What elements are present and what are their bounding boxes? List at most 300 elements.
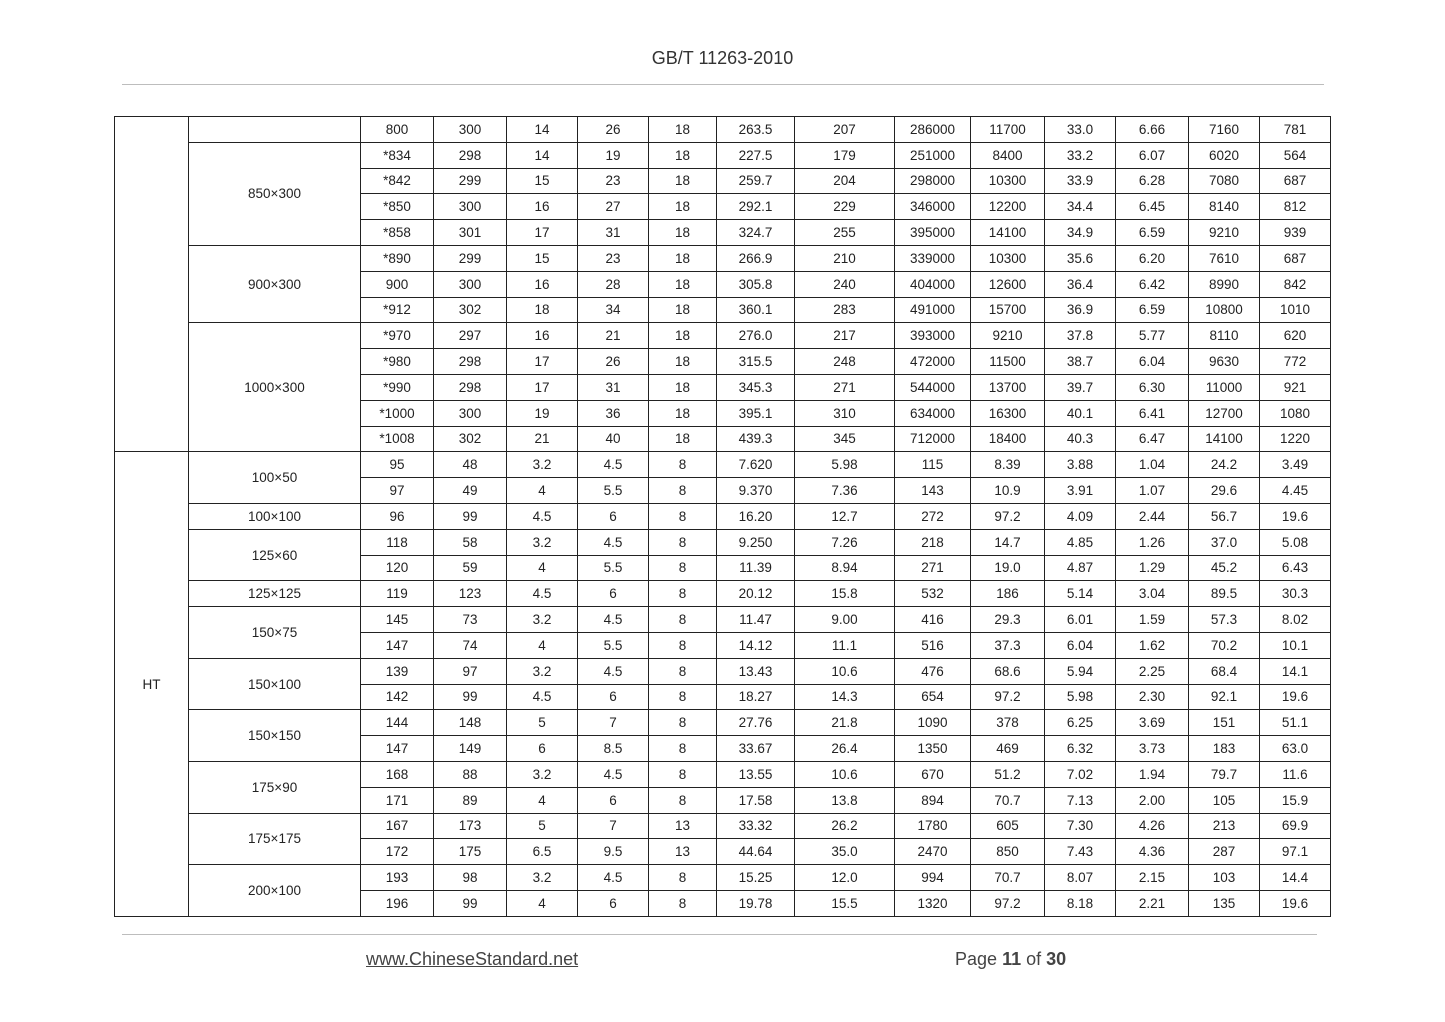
table-cell: 18 <box>649 194 717 220</box>
table-cell: 12.7 <box>795 503 895 529</box>
table-cell: 4.5 <box>578 761 649 787</box>
table-cell: 781 <box>1260 117 1331 143</box>
table-cell: 14 <box>507 117 578 143</box>
table-cell: 8 <box>649 607 717 633</box>
table-cell: 1.94 <box>1116 761 1189 787</box>
table-cell: 564 <box>1260 142 1331 168</box>
table-cell: 37.0 <box>1189 529 1260 555</box>
table-cell: 654 <box>895 684 971 710</box>
table-body <box>115 117 1331 917</box>
table-cell: 8 <box>649 452 717 478</box>
table-cell: 38.7 <box>1045 349 1116 375</box>
table-cell: 18 <box>649 400 717 426</box>
table-cell: 97 <box>434 658 507 684</box>
table-cell: 18 <box>649 168 717 194</box>
table-cell: 19.6 <box>1260 890 1331 916</box>
table-cell: 1.04 <box>1116 452 1189 478</box>
table-cell: 1220 <box>1260 426 1331 452</box>
table-cell: 15.25 <box>717 865 795 891</box>
table-row <box>115 813 1331 839</box>
table-cell: 8400 <box>971 142 1045 168</box>
table-cell: 1.59 <box>1116 607 1189 633</box>
table-cell: 193 <box>361 865 434 891</box>
table-cell: 14100 <box>1189 426 1260 452</box>
table-cell: 68.6 <box>971 658 1045 684</box>
table-cell: 11.47 <box>717 607 795 633</box>
table-cell: 4 <box>507 890 578 916</box>
size-designation-cell: 125×125 <box>189 581 361 607</box>
table-cell: 183 <box>1189 736 1260 762</box>
table-cell: 298000 <box>895 168 971 194</box>
size-designation-cell: 175×90 <box>189 761 361 813</box>
table-cell: *980 <box>361 349 434 375</box>
table-cell: 173 <box>434 813 507 839</box>
table-cell: 179 <box>795 142 895 168</box>
table-cell: 33.32 <box>717 813 795 839</box>
table-cell: 49 <box>434 478 507 504</box>
table-cell: 9.5 <box>578 839 649 865</box>
table-cell: 70.7 <box>971 787 1045 813</box>
table-cell: 339000 <box>895 245 971 271</box>
table-cell: 14100 <box>971 220 1045 246</box>
table-cell: 416 <box>895 607 971 633</box>
table-cell: 842 <box>1260 271 1331 297</box>
table-cell: 19 <box>578 142 649 168</box>
table-cell: 213 <box>1189 813 1260 839</box>
table-cell: 99 <box>434 503 507 529</box>
table-cell: 2470 <box>895 839 971 865</box>
table-cell: 5.5 <box>578 632 649 658</box>
table-cell: 17 <box>507 349 578 375</box>
table-cell: 14.4 <box>1260 865 1331 891</box>
table-cell: 305.8 <box>717 271 795 297</box>
table-cell: 144 <box>361 710 434 736</box>
table-cell: 9.250 <box>717 529 795 555</box>
table-cell: 5.98 <box>1045 684 1116 710</box>
table-cell: 516 <box>895 632 971 658</box>
table-cell: 712000 <box>895 426 971 452</box>
table-cell: 251000 <box>895 142 971 168</box>
table-cell: 13700 <box>971 374 1045 400</box>
table-cell: 4.5 <box>578 658 649 684</box>
table-cell: 69.9 <box>1260 813 1331 839</box>
table-cell: 687 <box>1260 245 1331 271</box>
table-cell: 248 <box>795 349 895 375</box>
table-cell: 7.620 <box>717 452 795 478</box>
table-cell: 12600 <box>971 271 1045 297</box>
table-cell: 6 <box>578 787 649 813</box>
table-cell: 15.5 <box>795 890 895 916</box>
table-cell: 5.98 <box>795 452 895 478</box>
table-cell: 5.08 <box>1260 529 1331 555</box>
table-cell: 18.27 <box>717 684 795 710</box>
table-cell: 6 <box>578 684 649 710</box>
table-cell: 6 <box>578 581 649 607</box>
table-cell: 9630 <box>1189 349 1260 375</box>
table-cell: 2.30 <box>1116 684 1189 710</box>
table-cell: 5 <box>507 813 578 839</box>
table-cell: 3.88 <box>1045 452 1116 478</box>
table-cell: 8 <box>649 581 717 607</box>
table-cell: 3.2 <box>507 607 578 633</box>
table-cell: 4.09 <box>1045 503 1116 529</box>
table-cell: 40.1 <box>1045 400 1116 426</box>
table-cell: 7.26 <box>795 529 895 555</box>
table-cell: 9.00 <box>795 607 895 633</box>
table-cell: 6.20 <box>1116 245 1189 271</box>
table-cell: 272 <box>895 503 971 529</box>
table-cell: 670 <box>895 761 971 787</box>
table-cell: 10800 <box>1189 297 1260 323</box>
table-cell: 35.0 <box>795 839 895 865</box>
website-link[interactable]: www.ChineseStandard.net <box>366 949 579 969</box>
table-cell: 11.39 <box>717 555 795 581</box>
table-cell: 6.30 <box>1116 374 1189 400</box>
table-cell: 8 <box>649 658 717 684</box>
table-cell: 17 <box>507 374 578 400</box>
table-cell: 8990 <box>1189 271 1260 297</box>
table-cell: 4.5 <box>507 581 578 607</box>
table-cell: 4.87 <box>1045 555 1116 581</box>
table-row <box>115 117 1331 143</box>
table-cell: 259.7 <box>717 168 795 194</box>
table-cell: 207 <box>795 117 895 143</box>
table-cell: 48 <box>434 452 507 478</box>
table-cell: 7 <box>578 813 649 839</box>
table-cell: 7160 <box>1189 117 1260 143</box>
table-cell: 7.02 <box>1045 761 1116 787</box>
table-cell: 3.2 <box>507 452 578 478</box>
table-cell: 139 <box>361 658 434 684</box>
table-cell: 4.85 <box>1045 529 1116 555</box>
section-properties-table <box>114 116 1331 917</box>
table-cell: 105 <box>1189 787 1260 813</box>
table-cell: 9.370 <box>717 478 795 504</box>
size-designation-cell: 200×100 <box>189 865 361 917</box>
table-cell: 34 <box>578 297 649 323</box>
table-cell: 40.3 <box>1045 426 1116 452</box>
table-cell: 8.07 <box>1045 865 1116 891</box>
table-cell: 8 <box>649 710 717 736</box>
table-cell: 10.1 <box>1260 632 1331 658</box>
table-cell: 6.07 <box>1116 142 1189 168</box>
table-cell: 167 <box>361 813 434 839</box>
size-designation-cell: 125×60 <box>189 529 361 581</box>
size-designation-cell: 150×100 <box>189 658 361 710</box>
table-cell: 172 <box>361 839 434 865</box>
table-cell: 5 <box>507 710 578 736</box>
table-cell: 11.6 <box>1260 761 1331 787</box>
table-cell: 620 <box>1260 323 1331 349</box>
table-cell: 894 <box>895 787 971 813</box>
table-row <box>115 581 1331 607</box>
table-cell: *970 <box>361 323 434 349</box>
table-cell: 8.18 <box>1045 890 1116 916</box>
table-cell: 469 <box>971 736 1045 762</box>
table-cell: 7610 <box>1189 245 1260 271</box>
table-cell: 8 <box>649 478 717 504</box>
table-cell: 4.5 <box>507 684 578 710</box>
table-cell: 51.1 <box>1260 710 1331 736</box>
table-cell: 4.36 <box>1116 839 1189 865</box>
table-cell: 34.9 <box>1045 220 1116 246</box>
table-cell: 1350 <box>895 736 971 762</box>
table-cell: 6 <box>507 736 578 762</box>
size-designation-cell: 175×175 <box>189 813 361 865</box>
table-cell: 2.00 <box>1116 787 1189 813</box>
table-cell: 921 <box>1260 374 1331 400</box>
table-cell: 12700 <box>1189 400 1260 426</box>
size-designation-cell <box>189 117 361 143</box>
table-cell: 18 <box>649 323 717 349</box>
table-cell: 346000 <box>895 194 971 220</box>
table-row <box>115 865 1331 891</box>
table-cell: 7.43 <box>1045 839 1116 865</box>
table-cell: 3.04 <box>1116 581 1189 607</box>
section-type-cell: HT <box>115 452 189 916</box>
table-cell: 16 <box>507 323 578 349</box>
table-cell: 18400 <box>971 426 1045 452</box>
table-cell: 15.8 <box>795 581 895 607</box>
table-cell: 89.5 <box>1189 581 1260 607</box>
table-cell: 7 <box>578 710 649 736</box>
table-cell: 301 <box>434 220 507 246</box>
table-cell: 18 <box>649 426 717 452</box>
table-cell: 298 <box>434 349 507 375</box>
page-indicator <box>955 949 1066 970</box>
table-cell: 8 <box>649 555 717 581</box>
table-cell: 143 <box>895 478 971 504</box>
table-cell: 21 <box>507 426 578 452</box>
table-cell: 6020 <box>1189 142 1260 168</box>
table-cell: *842 <box>361 168 434 194</box>
table-cell: 13.43 <box>717 658 795 684</box>
table-cell: 23 <box>578 245 649 271</box>
total-page-number: 30 <box>1046 949 1067 969</box>
table-cell: 286000 <box>895 117 971 143</box>
table-cell: 634000 <box>895 400 971 426</box>
table-cell: 1090 <box>895 710 971 736</box>
table-cell: 33.2 <box>1045 142 1116 168</box>
table-cell: 299 <box>434 245 507 271</box>
table-cell: *990 <box>361 374 434 400</box>
table-cell: 14 <box>507 142 578 168</box>
table-cell: 89 <box>434 787 507 813</box>
table-cell: 6.59 <box>1116 220 1189 246</box>
table-cell: 315.5 <box>717 349 795 375</box>
table-cell: 800 <box>361 117 434 143</box>
table-cell: 28 <box>578 271 649 297</box>
table-cell: 8 <box>649 529 717 555</box>
table-cell: 240 <box>795 271 895 297</box>
table-cell: 1.29 <box>1116 555 1189 581</box>
table-cell: 115 <box>895 452 971 478</box>
table-cell: 12200 <box>971 194 1045 220</box>
table-cell: 276.0 <box>717 323 795 349</box>
table-cell: 3.91 <box>1045 478 1116 504</box>
table-cell: 18 <box>649 142 717 168</box>
table-cell: 18 <box>649 297 717 323</box>
table-cell: 4 <box>507 478 578 504</box>
table-cell: 7080 <box>1189 168 1260 194</box>
table-cell: 23 <box>578 168 649 194</box>
table-cell: 2.44 <box>1116 503 1189 529</box>
table-cell: 8 <box>649 865 717 891</box>
table-cell: 13.8 <box>795 787 895 813</box>
table-cell: 302 <box>434 297 507 323</box>
table-cell: 1.07 <box>1116 478 1189 504</box>
table-cell: 6.04 <box>1045 632 1116 658</box>
table-cell: 68.4 <box>1189 658 1260 684</box>
table-cell: 186 <box>971 581 1045 607</box>
table-cell: 6.01 <box>1045 607 1116 633</box>
table-cell: 8.94 <box>795 555 895 581</box>
table-cell: 40 <box>578 426 649 452</box>
table-cell: 21.8 <box>795 710 895 736</box>
table-cell: 96 <box>361 503 434 529</box>
size-designation-cell: 100×100 <box>189 503 361 529</box>
table-cell: 4 <box>507 555 578 581</box>
table-cell: 11.1 <box>795 632 895 658</box>
table-cell: 37.3 <box>971 632 1045 658</box>
table-cell: 8.02 <box>1260 607 1331 633</box>
table-cell: 900 <box>361 271 434 297</box>
table-cell: 79.7 <box>1189 761 1260 787</box>
table-cell: 15 <box>507 168 578 194</box>
table-cell: 34.4 <box>1045 194 1116 220</box>
size-designation-cell: 900×300 <box>189 245 361 322</box>
size-designation-cell: 150×75 <box>189 607 361 659</box>
table-cell: 3.73 <box>1116 736 1189 762</box>
table-cell: 99 <box>434 890 507 916</box>
table-cell: 4.5 <box>578 865 649 891</box>
table-cell: 5.5 <box>578 478 649 504</box>
table-cell: 18 <box>649 220 717 246</box>
table-cell: 8 <box>649 503 717 529</box>
table-cell: 1.62 <box>1116 632 1189 658</box>
table-cell: 70.7 <box>971 865 1045 891</box>
table-cell: 1080 <box>1260 400 1331 426</box>
table-row <box>115 503 1331 529</box>
table-cell: 292.1 <box>717 194 795 220</box>
table-cell: 850 <box>971 839 1045 865</box>
table-cell: 210 <box>795 245 895 271</box>
table-cell: 8.5 <box>578 736 649 762</box>
table-row <box>115 658 1331 684</box>
table-cell: 149 <box>434 736 507 762</box>
table-cell: 204 <box>795 168 895 194</box>
table-cell: 6.41 <box>1116 400 1189 426</box>
table-cell: 939 <box>1260 220 1331 246</box>
table-cell: 26 <box>578 117 649 143</box>
table-cell: 393000 <box>895 323 971 349</box>
table-cell: 4.45 <box>1260 478 1331 504</box>
table-cell: 11700 <box>971 117 1045 143</box>
table-cell: 16300 <box>971 400 1045 426</box>
table-row <box>115 452 1331 478</box>
table-cell: 229 <box>795 194 895 220</box>
table-cell: 14.12 <box>717 632 795 658</box>
table-cell: 123 <box>434 581 507 607</box>
table-row <box>115 323 1331 349</box>
table-row <box>115 529 1331 555</box>
table-cell: 8 <box>649 761 717 787</box>
table-cell: 11500 <box>971 349 1045 375</box>
table-cell: 7.36 <box>795 478 895 504</box>
table-cell: 491000 <box>895 297 971 323</box>
table-cell: 92.1 <box>1189 684 1260 710</box>
table-cell: 14.3 <box>795 684 895 710</box>
table-cell: 4.5 <box>507 503 578 529</box>
table-cell: 1320 <box>895 890 971 916</box>
table-cell: 142 <box>361 684 434 710</box>
table-cell: 324.7 <box>717 220 795 246</box>
table-cell: 168 <box>361 761 434 787</box>
table-cell: 271 <box>795 374 895 400</box>
table-cell: 300 <box>434 117 507 143</box>
table-cell: 145 <box>361 607 434 633</box>
table-cell: 2.25 <box>1116 658 1189 684</box>
table-cell: 3.2 <box>507 761 578 787</box>
table-cell: 6.25 <box>1045 710 1116 736</box>
table-cell: 6.5 <box>507 839 578 865</box>
table-cell: 10.6 <box>795 658 895 684</box>
table-cell: 5.77 <box>1116 323 1189 349</box>
table-cell: 97.2 <box>971 890 1045 916</box>
table-cell: 57.3 <box>1189 607 1260 633</box>
table-cell: 13 <box>649 839 717 865</box>
table-cell: 4.5 <box>578 452 649 478</box>
table-cell: 687 <box>1260 168 1331 194</box>
table-cell: 2.15 <box>1116 865 1189 891</box>
table-cell: 8 <box>649 890 717 916</box>
table-cell: 19.6 <box>1260 503 1331 529</box>
table-cell: 345.3 <box>717 374 795 400</box>
table-cell: *890 <box>361 245 434 271</box>
table-cell: 6.32 <box>1045 736 1116 762</box>
table-cell: 8140 <box>1189 194 1260 220</box>
table-cell: 299 <box>434 168 507 194</box>
table-cell: 13 <box>649 813 717 839</box>
table-cell: 63.0 <box>1260 736 1331 762</box>
table-cell: 33.0 <box>1045 117 1116 143</box>
table-cell: 147 <box>361 736 434 762</box>
table-cell: 120 <box>361 555 434 581</box>
table-cell: 6.59 <box>1116 297 1189 323</box>
table-row <box>115 245 1331 271</box>
table-cell: 994 <box>895 865 971 891</box>
table-cell: 70.2 <box>1189 632 1260 658</box>
table-cell: 7.13 <box>1045 787 1116 813</box>
table-cell: 33.9 <box>1045 168 1116 194</box>
table-cell: 263.5 <box>717 117 795 143</box>
table-cell: 404000 <box>895 271 971 297</box>
table-cell: 24.2 <box>1189 452 1260 478</box>
table-cell: 12.0 <box>795 865 895 891</box>
table-cell: 10.9 <box>971 478 1045 504</box>
table-cell: 16.20 <box>717 503 795 529</box>
table-cell: 36.9 <box>1045 297 1116 323</box>
table-cell: 1010 <box>1260 297 1331 323</box>
table-cell: 218 <box>895 529 971 555</box>
table-cell: 6.47 <box>1116 426 1189 452</box>
table-cell: 30.3 <box>1260 581 1331 607</box>
table-cell: 35.6 <box>1045 245 1116 271</box>
page-prefix: Page <box>955 949 998 969</box>
table-cell: *834 <box>361 142 434 168</box>
table-cell: 171 <box>361 787 434 813</box>
size-designation-cell: 100×50 <box>189 452 361 504</box>
